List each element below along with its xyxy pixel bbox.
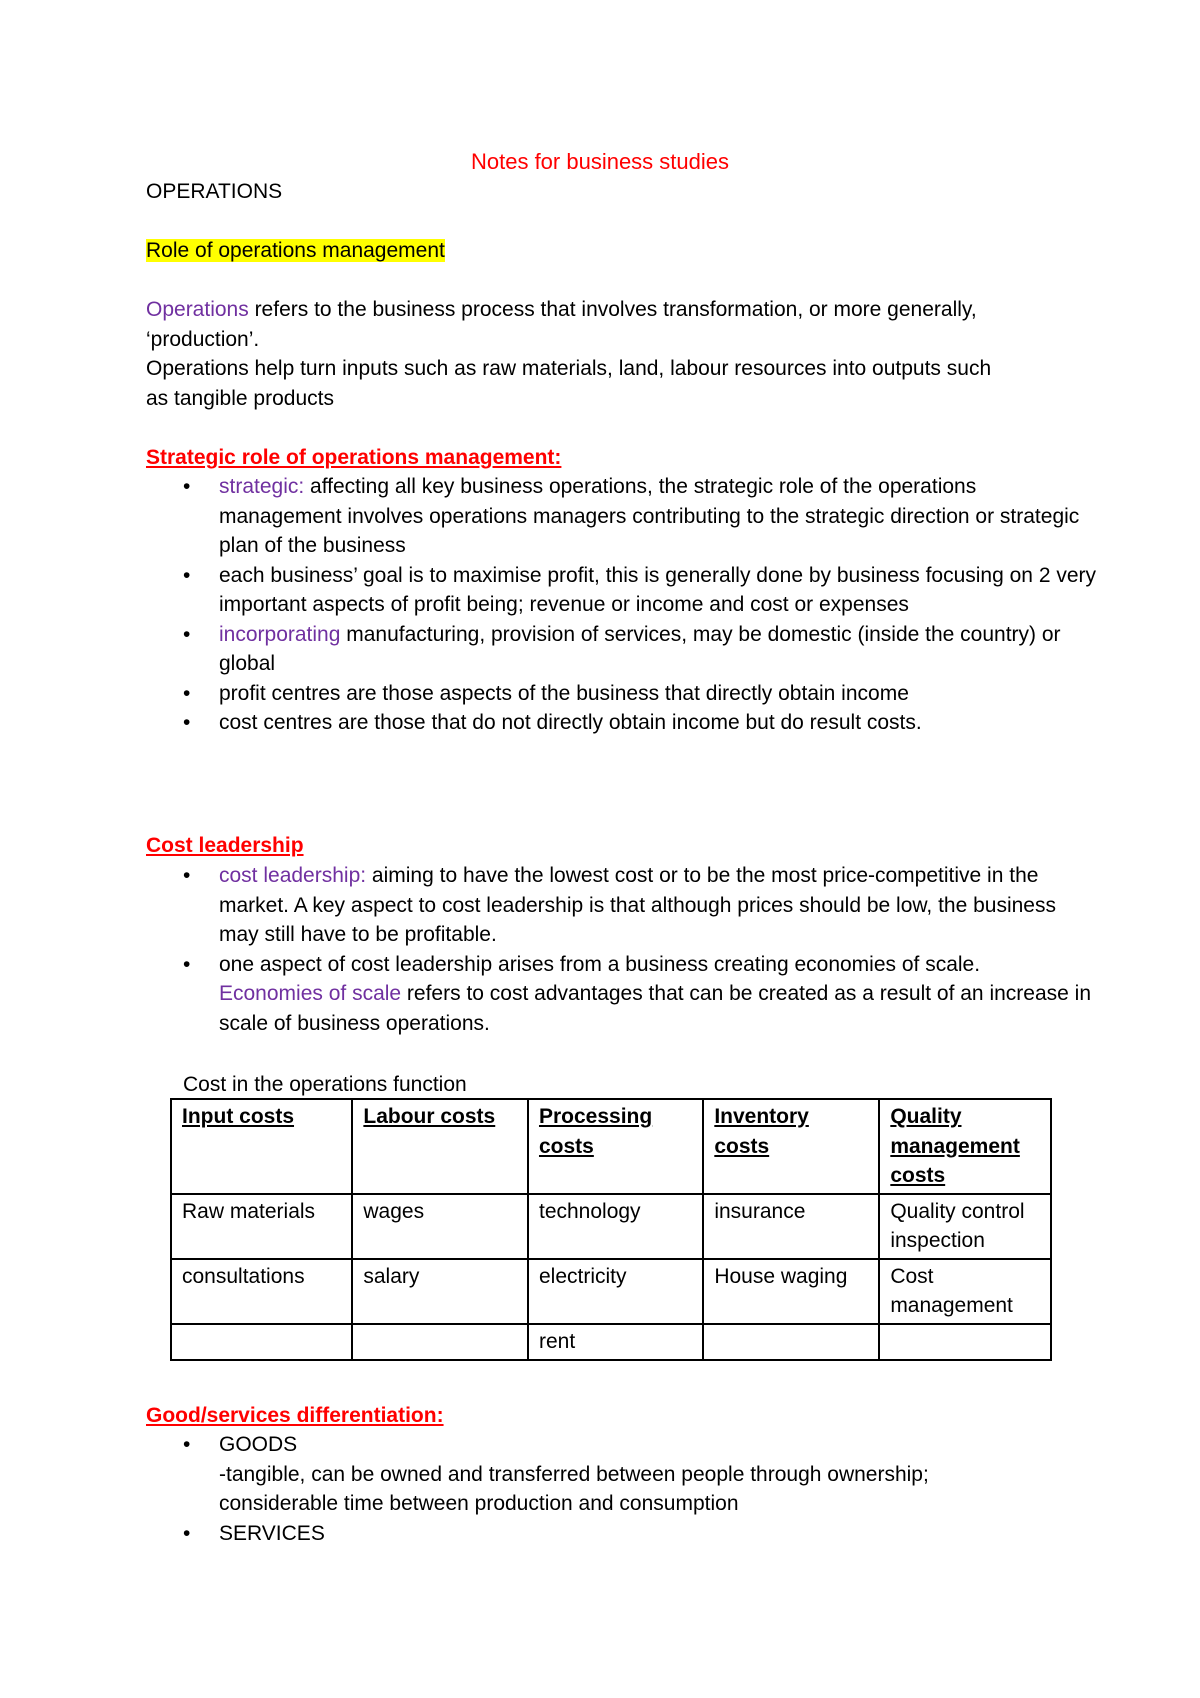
table-cell: House waging <box>703 1259 879 1324</box>
bullet-text: aiming to have the lowest cost or to be the most price-competitive in the market. A key aspect to cost leadership is that although prices should be low, the business may still have to be profitable. <box>219 864 1056 946</box>
bullet-text: profit centres are those aspects of the business that directly obtain income <box>219 681 909 705</box>
table-cell: consultations <box>171 1259 352 1324</box>
bullet-term: incorporating <box>219 622 341 646</box>
table-cell <box>879 1324 1051 1360</box>
operations-line-1 <box>146 295 1066 325</box>
section-label: OPERATIONS <box>146 180 283 203</box>
table-cell: Quality control inspection <box>879 1194 1051 1259</box>
goods-label: GOODS <box>219 1433 298 1456</box>
list-item <box>146 679 1096 709</box>
table-cell: Raw materials <box>171 1194 352 1259</box>
bullet-text: cost centres are those that do not directly obtain income but do result costs. <box>219 711 922 734</box>
strategic-heading-text: Strategic role of operations management: <box>146 446 562 469</box>
table-cell: wages <box>352 1194 528 1259</box>
table-cell: rent <box>528 1324 703 1360</box>
table-header-cell: Quality management costs <box>879 1099 1051 1194</box>
table-cell <box>352 1324 528 1360</box>
list-item <box>146 472 1096 561</box>
list-item <box>146 561 1096 620</box>
goods-description: -tangible, can be owned and transferred between people through ownership; considerable time between production and consumption <box>219 1462 929 1515</box>
cost-table <box>170 1098 1052 1361</box>
list-item <box>146 620 1096 679</box>
role-heading-text: Role of operations management <box>146 239 445 262</box>
services-label: SERVICES <box>219 1521 325 1545</box>
list-item <box>146 708 1096 738</box>
list-item <box>146 861 1096 950</box>
bullet-text: one aspect of cost leadership arises from a business creating economies of scale. <box>219 952 981 976</box>
list-item <box>146 1430 1046 1519</box>
table-cell: salary <box>352 1259 528 1324</box>
cost-leadership-heading <box>146 831 304 861</box>
list-item <box>146 1519 1046 1549</box>
table-cell: insurance <box>703 1194 879 1259</box>
operations-line-3: Operations help turn inputs such as raw materials, land, labour resources into outputs such <box>146 357 992 380</box>
differentiation-bullet-list <box>146 1430 1046 1548</box>
differentiation-heading <box>146 1401 444 1431</box>
bullet-term: Economies of scale <box>219 982 402 1005</box>
table-header-cell: Input costs <box>171 1099 352 1194</box>
table-row <box>171 1194 1051 1259</box>
cost-leadership-heading-text: Cost leadership <box>146 834 304 857</box>
strategic-bullet-list <box>146 472 1096 738</box>
table-cell <box>703 1324 879 1360</box>
bullet-text: each business’ goal is to maximise profit, this is generally done by business focusing on 2 very important aspects of profit being; revenue or income and cost or expenses <box>219 563 1097 616</box>
bullet-text-rest: refers to cost advantages that can be created as a result of an increase in scale of business operations. <box>219 982 1091 1035</box>
table-header-cell: Processing costs <box>528 1099 703 1194</box>
table-header-cell: Inventory costs <box>703 1099 879 1194</box>
table-row <box>171 1259 1051 1324</box>
table-caption: Cost in the operations function <box>183 1073 467 1096</box>
table-cell <box>171 1324 352 1360</box>
strategic-heading <box>146 443 561 473</box>
bullet-text: manufacturing, provision of services, may be domestic (inside the country) or global <box>219 622 1061 675</box>
table-header-cell: Labour costs <box>352 1099 528 1194</box>
operations-line-1-text: refers to the business process that involves transformation, or more generally, <box>248 298 977 321</box>
document-title: Notes for business studies <box>470 149 730 174</box>
differentiation-heading-text: Good/services differentiation: <box>146 1404 444 1427</box>
table-cell: Cost management <box>879 1259 1051 1324</box>
bullet-term: strategic: <box>219 475 305 498</box>
operations-line-4: as tangible products <box>146 386 334 410</box>
table-cell: electricity <box>528 1259 703 1324</box>
operations-term: Operations <box>146 298 249 321</box>
cost-bullet-list <box>146 861 1096 1038</box>
operations-paragraph <box>146 295 1066 413</box>
bullet-text: affecting all key business operations, the strategic role of the operations management involves operations managers contributing to the strategic direction or strategic plan of the business <box>219 475 1080 557</box>
table-cell: technology <box>528 1194 703 1259</box>
role-heading <box>146 236 445 266</box>
table-header-row <box>171 1099 1051 1194</box>
table-row <box>171 1324 1051 1360</box>
list-item <box>146 950 1096 1039</box>
operations-line-2: ‘production’. <box>146 327 260 351</box>
bullet-term: cost leadership: <box>219 864 367 887</box>
